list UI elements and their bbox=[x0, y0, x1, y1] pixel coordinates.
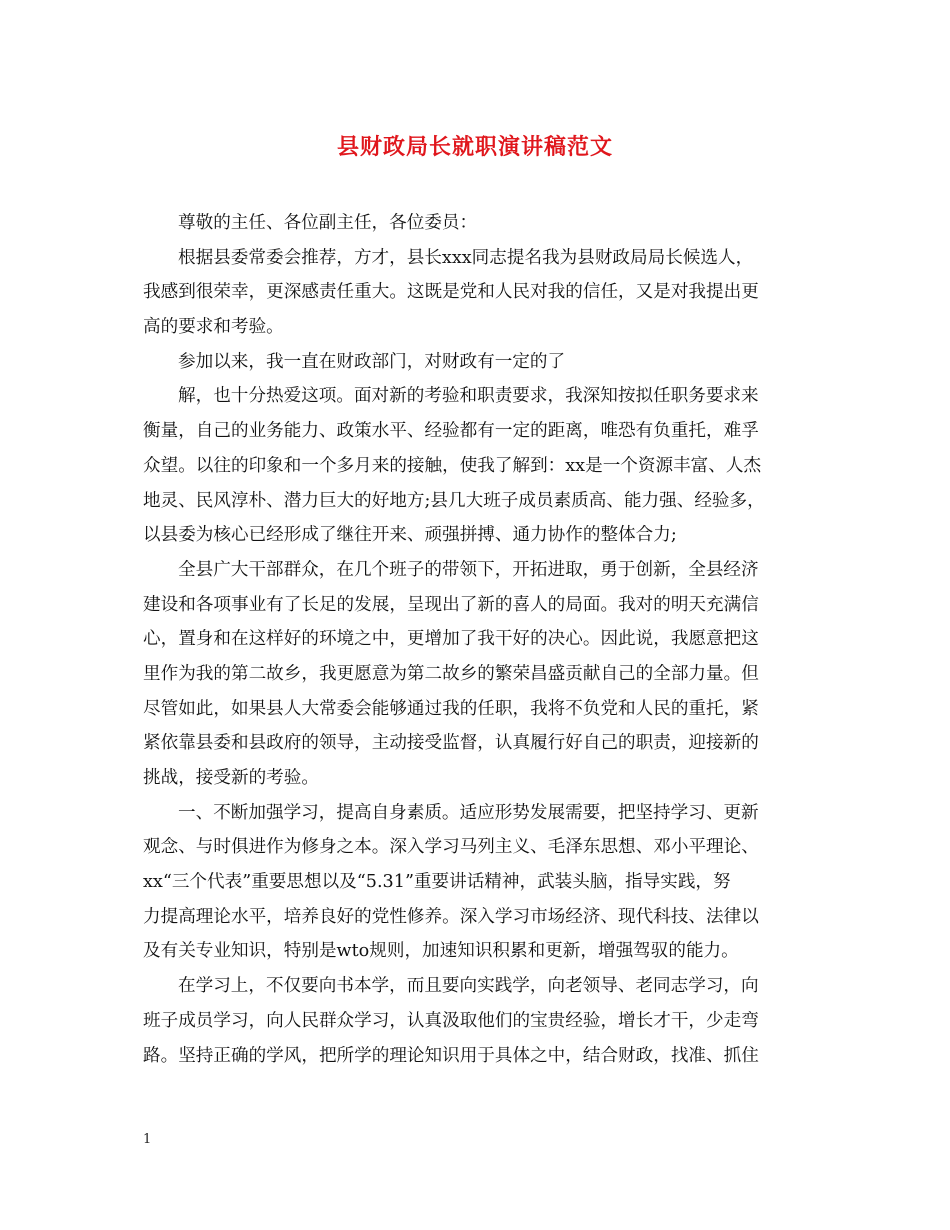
document-title: 县财政局长就职演讲稿范文 bbox=[336, 134, 613, 160]
text-line: 及有关专业知识，特别是wto规则，加速知识积累和更新，增强驾驭的能力。 bbox=[143, 941, 739, 962]
document-body bbox=[143, 206, 815, 1073]
text-line: 观念、与时俱进作为修身之本。深入学习马列主义、毛泽东思想、邓小平理论、 bbox=[143, 837, 759, 858]
page-number: 1 bbox=[143, 1132, 152, 1147]
text-line: 众望。以往的印象和一个多月来的接触，使我了解到：xx是一个资源丰富、人杰 bbox=[143, 455, 762, 476]
text-line: 班子成员学习，向人民群众学习，认真汲取他们的宝贵经验，增长才干，少走弯 bbox=[143, 1010, 759, 1031]
text-line: 在学习上，不仅要向书本学，而且要向实践学，向老领导、老同志学习，向 bbox=[178, 976, 759, 997]
text-line: 以县委为核心已经形成了继往开来、顽强拼搏、通力协作的整体合力; bbox=[143, 525, 677, 546]
text-line: 全县广大干部群众，在几个班子的带领下，开拓进取，勇于创新，全县经济 bbox=[178, 559, 759, 580]
text-line: 地灵、民风淳朴、潜力巨大的好地方;县几大班子成员素质高、能力强、经验多， bbox=[143, 490, 765, 511]
text-line: 高的要求和考验。 bbox=[143, 317, 284, 338]
text-line: 紧依靠县委和县政府的领导，主动接受监督，认真履行好自己的职责，迎接新的 bbox=[143, 733, 759, 754]
text-line: 一、不断加强学习，提高自身素质。适应形势发展需要，把坚持学习、更新 bbox=[178, 802, 759, 823]
text-line: 衡量，自己的业务能力、政策水平、经验都有一定的距离，唯恐有负重托，难孚 bbox=[143, 421, 759, 442]
text-line: 我感到很荣幸，更深感责任重大。这既是党和人民对我的信任，又是对我提出更 bbox=[143, 282, 759, 303]
text-line: xx“三个代表”重要思想以及“5.31”重要讲话精神，武装头脑，指导实践，努 bbox=[143, 872, 731, 893]
text-line: 解，也十分热爱这项。面对新的考验和职责要求，我深知按拟任职务要求来 bbox=[178, 386, 759, 407]
text-line: 尊敬的主任、各位副主任，各位委员： bbox=[178, 213, 478, 233]
text-line: 心，置身和在这样好的环境之中，更增加了我干好的决心。因此说，我愿意把这 bbox=[143, 629, 759, 650]
text-line: 挑战，接受新的考验。 bbox=[143, 768, 319, 788]
text-line: 里作为我的第二故乡，我更愿意为第二故乡的繁荣昌盛贡献自己的全部力量。但 bbox=[143, 663, 759, 684]
text-line: 尽管如此，如果县人大常委会能够通过我的任职，我将不负党和人民的重托，紧 bbox=[143, 698, 759, 719]
text-line: 建设和各项事业有了长足的发展，呈现出了新的喜人的局面。我对的明天充满信 bbox=[143, 594, 759, 615]
text-line: 路。坚持正确的学风，把所学的理论知识用于具体之中，结合财政，找准、抓住 bbox=[143, 1045, 759, 1066]
text-line: 参加以来，我一直在财政部门，对财政有一定的了 bbox=[178, 351, 566, 372]
text-line: 力提高理论水平，培养良好的党性修养。深入学习市场经济、现代科技、法律以 bbox=[143, 906, 759, 927]
text-line: 根据县委常委会推荐，方才，县长xxx同志提名我为县财政局局长候选人， bbox=[178, 247, 754, 268]
